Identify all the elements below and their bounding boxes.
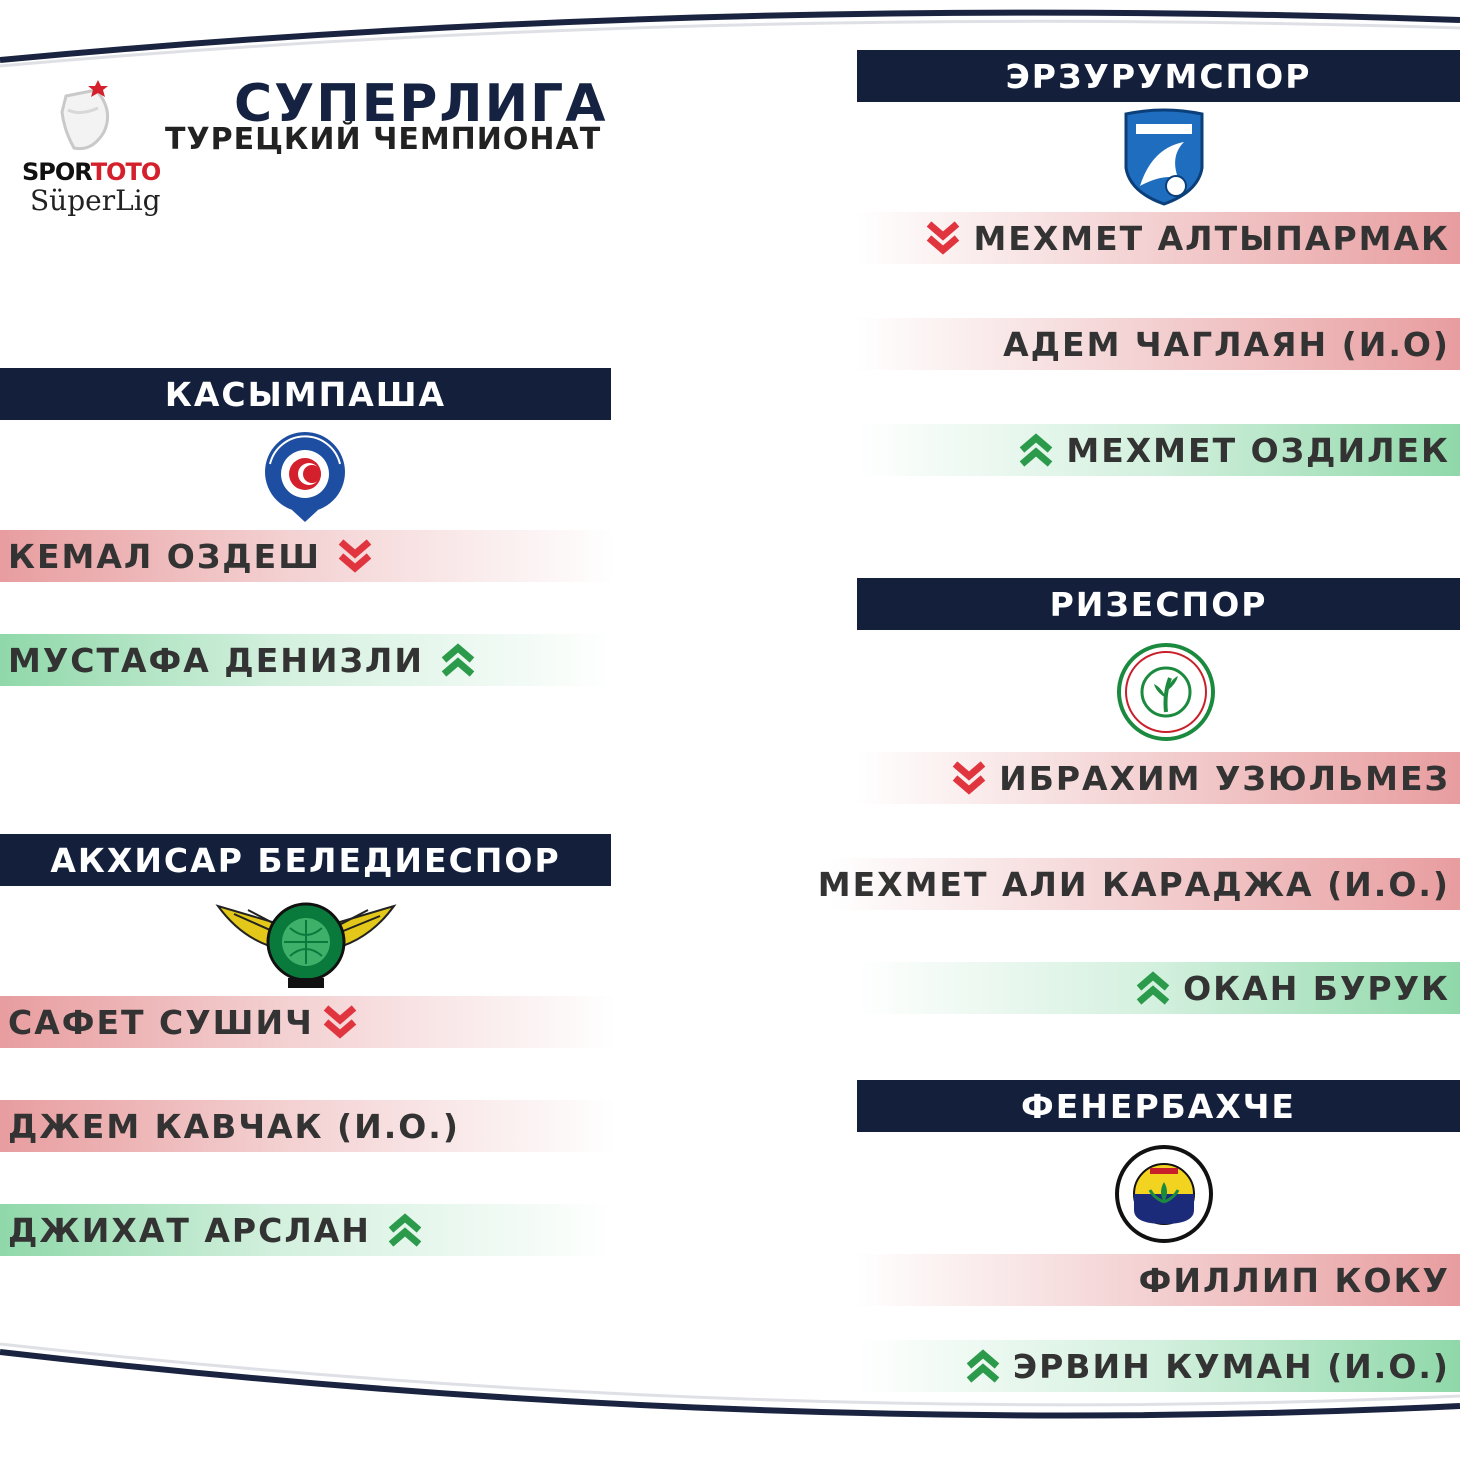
coach-name: ОКАН БУРУК <box>1183 968 1450 1008</box>
coach-name: МЕХМЕТ АЛТЫПАРМАК <box>973 218 1450 258</box>
coach-row <box>855 424 1460 476</box>
coach-row <box>0 996 615 1048</box>
coach-row <box>0 530 615 582</box>
trophy-icon <box>18 80 128 160</box>
coach-row <box>0 634 615 686</box>
coach-row <box>817 858 1460 910</box>
erzurumspor-crest-icon <box>1122 108 1206 206</box>
coach-name: МУСТАФА ДЕНИЗЛИ <box>8 640 424 680</box>
coach-name: МЕХМЕТ АЛИ КАРАДЖА (И.О.) <box>817 864 1450 904</box>
coach-name: ДЖИХАТ АРСЛАН <box>8 1210 371 1250</box>
chevron-double-down-icon <box>949 758 989 798</box>
coach-name: МЕХМЕТ ОЗДИЛЕК <box>1066 430 1450 470</box>
chevron-double-up-icon <box>1016 430 1056 470</box>
kasimpasa-crest-icon <box>250 428 360 524</box>
coach-name: ЭРВИН КУМАН (И.О.) <box>1012 1346 1450 1386</box>
sportoto-logo-text: SPORTOTO <box>22 158 161 186</box>
coach-row <box>855 318 1460 370</box>
team-header-fenerbahce: ФЕНЕРБАХЧЕ <box>857 1080 1460 1132</box>
team-header-erzurumspor: ЭРЗУРУМСПОР <box>857 50 1460 102</box>
rizespor-crest-icon <box>1116 642 1216 742</box>
chevron-double-down-icon <box>335 536 375 576</box>
coach-row <box>0 1204 615 1256</box>
coach-row <box>855 1254 1460 1306</box>
team-header-kasimpasa: КАСЫМПАША <box>0 368 611 420</box>
coach-row <box>0 1100 615 1152</box>
coach-name: АДЕМ ЧАГЛАЯН (И.О) <box>1003 324 1450 364</box>
coach-row <box>855 1340 1460 1392</box>
team-header-rizespor: РИЗЕСПОР <box>857 578 1460 630</box>
page-title: СУПЕРЛИГА <box>234 74 608 134</box>
page-subtitle: ТУРЕЦКИЙ ЧЕМПИОНАТ <box>165 122 602 157</box>
chevron-double-down-icon <box>320 1002 360 1042</box>
superlig-logo <box>18 80 178 220</box>
chevron-double-up-icon <box>438 640 478 680</box>
coach-name: ИБРАХИМ УЗЮЛЬМЕЗ <box>999 758 1450 798</box>
coach-name: ФИЛЛИП КОКУ <box>1138 1260 1450 1300</box>
fenerbahce-crest-icon <box>1114 1144 1214 1244</box>
coach-row <box>855 212 1460 264</box>
chevron-double-down-icon <box>923 218 963 258</box>
chevron-double-up-icon <box>1133 968 1173 1008</box>
team-header-akhisar: АКХИСАР БЕЛЕДИЕСПОР <box>0 834 611 886</box>
akhisar-crest-icon <box>214 892 398 990</box>
coach-name: САФЕТ СУШИЧ <box>8 1002 314 1042</box>
coach-row <box>855 752 1460 804</box>
superlig-logo-text: SüperLig <box>30 184 161 217</box>
chevron-double-up-icon <box>385 1210 425 1250</box>
coach-name: КЕМАЛ ОЗДЕШ <box>8 536 321 576</box>
coach-name: ДЖЕМ КАВЧАК (И.О.) <box>8 1106 460 1146</box>
chevron-double-up-icon <box>963 1346 1003 1386</box>
coach-row <box>855 962 1460 1014</box>
